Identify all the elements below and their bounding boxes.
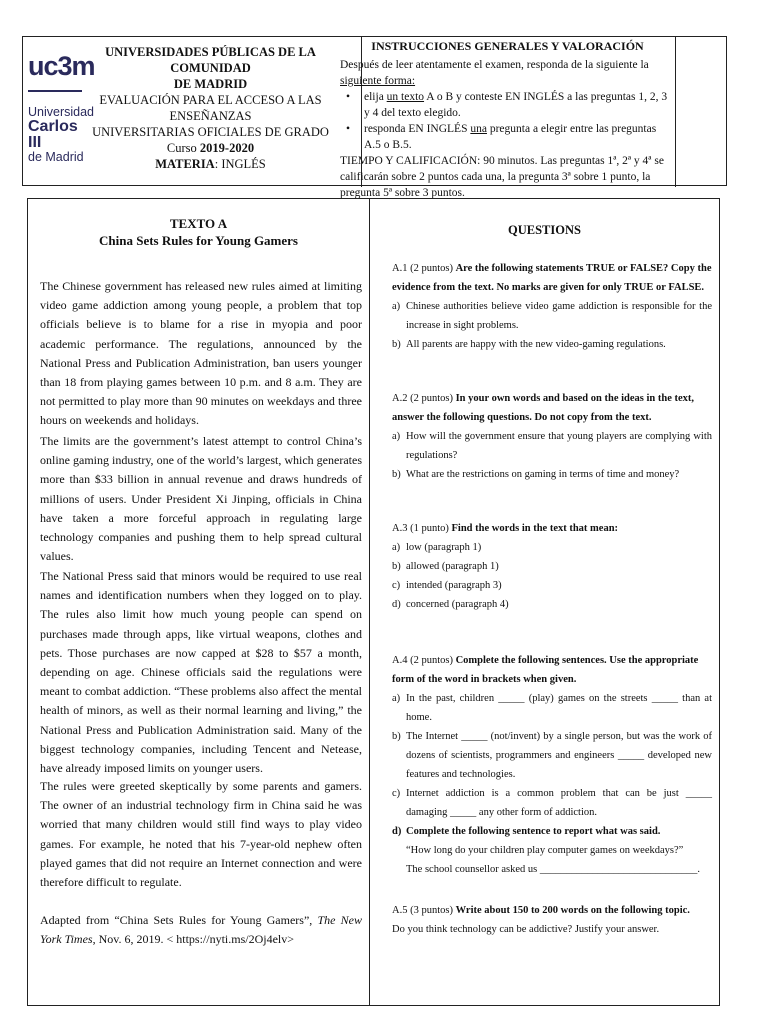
question-code: A.5 bbox=[392, 905, 408, 916]
list-item bbox=[392, 465, 712, 484]
item-text: What are the restrictions on gaming in terms of time and money? bbox=[406, 469, 680, 480]
source-text: Adapted from “China Sets Rules for Young Gamers”, bbox=[40, 913, 318, 927]
instruction-item-2 bbox=[340, 121, 675, 153]
question-a1-prompt bbox=[392, 259, 712, 297]
item-text: All parents are happy with the new video-gaming regulations. bbox=[406, 339, 666, 350]
item-letter: a) bbox=[392, 542, 401, 553]
item-text: low (paragraph 1) bbox=[406, 542, 482, 553]
course-value: 2019-2020 bbox=[199, 141, 255, 155]
item-text: Complete the following sentence to report what was said. bbox=[406, 826, 661, 837]
question-points: (3 puntos) bbox=[407, 905, 456, 916]
list-item bbox=[392, 689, 712, 727]
question-prompt: In your own words and based on the ideas in the text, answer the following questions. Do not copy from the text. bbox=[392, 393, 695, 423]
question-code: A.3 bbox=[392, 523, 408, 534]
question-a3-prompt bbox=[392, 519, 712, 538]
questions-column bbox=[369, 198, 720, 1006]
subject-label: MATERIA bbox=[155, 157, 215, 171]
list-item bbox=[392, 297, 712, 335]
question-a4-prompt bbox=[392, 651, 712, 689]
question-code: A.4 bbox=[392, 655, 408, 666]
question-prompt: Find the words in the text that mean: bbox=[451, 523, 619, 534]
reported-speech-quote: “How long do your children play computer games on weekdays?” bbox=[406, 845, 684, 856]
logo-line-1: Universidad bbox=[28, 105, 95, 119]
question-a2 bbox=[392, 389, 712, 484]
question-points: (2 puntos) bbox=[407, 393, 456, 404]
question-prompt: Write about 150 to 200 words on the following topic. bbox=[455, 905, 690, 916]
item-text: allowed (paragraph 1) bbox=[406, 561, 499, 572]
question-a3 bbox=[392, 519, 712, 614]
text-label: TEXTO A bbox=[169, 216, 228, 231]
subject-line bbox=[88, 156, 333, 172]
item-text: intended (paragraph 3) bbox=[406, 580, 502, 591]
paragraph-2: The limits are the government’s latest attempt to control China’s online gaming industry, one of the world’s largest, which generates more than $33 billion in annual revenue and draws hundreds of millions of users. Under President Xi Jinping, officials in China have taken a more forceful approach in regulating large technology companies and pushing them to help spread cultural values. bbox=[40, 434, 362, 564]
logo-line-3: de Madrid bbox=[28, 150, 84, 164]
eval-line-2: UNIVERSITARIAS OFICIALES DE GRADO bbox=[92, 125, 329, 139]
timing-text: TIEMPO Y CALIFICACIÓN: 90 minutos. Las preguntas 1ª, 2ª y 4ª se calificarán sobre 2 puntos cada una, la pregunta 3ª sobre 1 punto, la pregunta 5ª sobre 3 puntos. bbox=[340, 155, 664, 199]
text-column bbox=[27, 198, 369, 1006]
list-item bbox=[392, 595, 712, 614]
source-date-link: , Nov. 6, 2019. < https://nyti.ms/2Oj4elv> bbox=[92, 932, 295, 947]
question-prompt: Are the following statements TRUE or FALSE? Copy the evidence from the text. No marks are given for only TRUE or FALSE. bbox=[392, 263, 712, 293]
question-a5 bbox=[392, 901, 712, 939]
source-citation bbox=[40, 911, 362, 949]
list-item bbox=[392, 727, 712, 784]
paragraph-3: The National Press said that minors would be required to use real names and identification numbers when they logged on to play. The rules also limit how much young people can spend on purchases made through apps, like virtual weapons, clothes and pets. Those purchases are now capped at $28 to $57 a month, depending on age. Chinese officials said the regulations were meant to combat addiction. “These problems also affect the mental health of minors, as well as their normal learning and living,” the National Press and Publication Administration said. Many of the biggest technology companies, including Tencent and Netease, have already imposed limits on younger users. bbox=[40, 569, 362, 776]
item1-text: elija bbox=[364, 91, 387, 103]
logo-line-2: Carlos III bbox=[28, 118, 78, 151]
course-label: Curso bbox=[166, 141, 200, 155]
item-letter: a) bbox=[392, 301, 401, 312]
question-prompt: Complete the following sentences. Use the appropriate form of the word in brackets when given. bbox=[392, 655, 699, 685]
item-text: The Internet _____ (not/invent) by a single person, but was the work of dozens of scientists, programmers and engineers _____ developed new features and technologies. bbox=[406, 731, 712, 780]
text-title: China Sets Rules for Young Gamers bbox=[99, 233, 298, 248]
item-letter: c) bbox=[392, 788, 401, 799]
item-text: concerned (paragraph 4) bbox=[406, 599, 509, 610]
reported-speech-answer: The school counsellor asked us ______________________________. bbox=[406, 864, 700, 875]
instructions bbox=[340, 38, 675, 201]
eval-line-1: EVALUACIÓN PARA EL ACCESO A LAS ENSEÑANZAS bbox=[99, 93, 322, 123]
item2-underlined: una bbox=[470, 123, 487, 135]
paragraph-1: The Chinese government has released new rules aimed at limiting video game addiction among young people, a problem that top officials believe is to blame for a rise in myopia and poor academic performance. The regulations, announced by the National Press and Publication Administration, ban users younger than 18 from playing games between 10 p.m. and 8 a.m. They are not permitted to play more than 90 minutes on weekdays and three hours on weekends and holidays. bbox=[40, 279, 362, 428]
questions-title: QUESTIONS bbox=[508, 223, 581, 237]
question-code: A.2 bbox=[392, 393, 408, 404]
list-item bbox=[392, 576, 712, 595]
item2-text: responda EN INGLÉS bbox=[364, 123, 471, 135]
list-item bbox=[392, 335, 712, 354]
logo-rule bbox=[28, 90, 82, 92]
instructions-title: INSTRUCCIONES GENERALES Y VALORACIÓN bbox=[371, 39, 644, 53]
item-letter: a) bbox=[392, 693, 401, 704]
logo-mark: uc3m bbox=[28, 51, 95, 81]
item-letter: b) bbox=[392, 731, 401, 742]
intro-underlined: siguiente forma: bbox=[340, 75, 416, 87]
exam-header bbox=[88, 44, 333, 172]
item-letter: d) bbox=[392, 599, 401, 610]
list-item bbox=[392, 557, 712, 576]
course-line bbox=[88, 140, 333, 156]
item-letter: b) bbox=[392, 561, 401, 572]
question-points: (1 punto) bbox=[407, 523, 452, 534]
question-a4 bbox=[392, 651, 712, 879]
item-text: Chinese authorities believe video game addiction is responsible for the increase in sight problems. bbox=[406, 301, 712, 331]
item-text: How will the government ensure that young players are complying with regulations? bbox=[406, 431, 712, 461]
item-letter: b) bbox=[392, 339, 401, 350]
question-points: (2 puntos) bbox=[407, 655, 456, 666]
list-item bbox=[392, 427, 712, 465]
text-heading bbox=[28, 215, 369, 249]
instructions-intro bbox=[340, 57, 675, 89]
source-publication: The New York Times bbox=[40, 913, 362, 947]
question-a5-prompt bbox=[392, 901, 712, 920]
item-letter: d) bbox=[392, 826, 402, 837]
question-a2-prompt bbox=[392, 389, 712, 427]
item-letter: a) bbox=[392, 431, 401, 442]
question-points: (2 puntos) bbox=[407, 263, 456, 274]
item-text: In the past, children _____ (play) games on the streets _____ than at home. bbox=[406, 693, 712, 723]
university-logo bbox=[28, 51, 95, 164]
univ-title-line-1: UNIVERSIDADES PÚBLICAS DE LA COMUNIDAD bbox=[105, 45, 316, 75]
bullet-icon: • bbox=[346, 91, 351, 103]
subject-value: : INGLÉS bbox=[214, 157, 266, 171]
item-text: Internet addiction is a common problem that can be just _____ damaging _____ any other form of addiction. bbox=[406, 788, 712, 818]
list-item bbox=[392, 822, 712, 841]
item-letter: c) bbox=[392, 580, 401, 591]
header-divider bbox=[675, 37, 676, 187]
essay-topic: Do you think technology can be addictive? Justify your answer. bbox=[392, 924, 660, 935]
item2-text-end: pregunta a elegir entre las preguntas A.5 o B.5. bbox=[364, 123, 657, 151]
item-letter: b) bbox=[392, 469, 401, 480]
instruction-item-1 bbox=[340, 89, 675, 121]
intro-text: Después de leer atentamente el examen, responda de la siguiente la bbox=[340, 59, 649, 71]
univ-title-line-2: DE MADRID bbox=[173, 77, 248, 91]
list-item bbox=[392, 538, 712, 557]
item1-text-end: A o B y conteste EN INGLÉS a las preguntas 1, 2, 3 y 4 del texto elegido. bbox=[364, 91, 668, 119]
item1-underlined: un texto bbox=[386, 91, 425, 103]
list-item bbox=[392, 784, 712, 822]
bullet-icon: • bbox=[346, 123, 351, 135]
question-code: A.1 bbox=[392, 263, 408, 274]
paragraph-4: The rules were greeted skeptically by some parents and gamers. The owner of an industrial technology firm in China said he was worried that many children would still find ways to play video games. For example, he noted that his 7-year-old nephew often played games that did not require an Internet connection and were therefore difficult to regulate. bbox=[40, 779, 362, 890]
question-a1 bbox=[392, 259, 712, 354]
